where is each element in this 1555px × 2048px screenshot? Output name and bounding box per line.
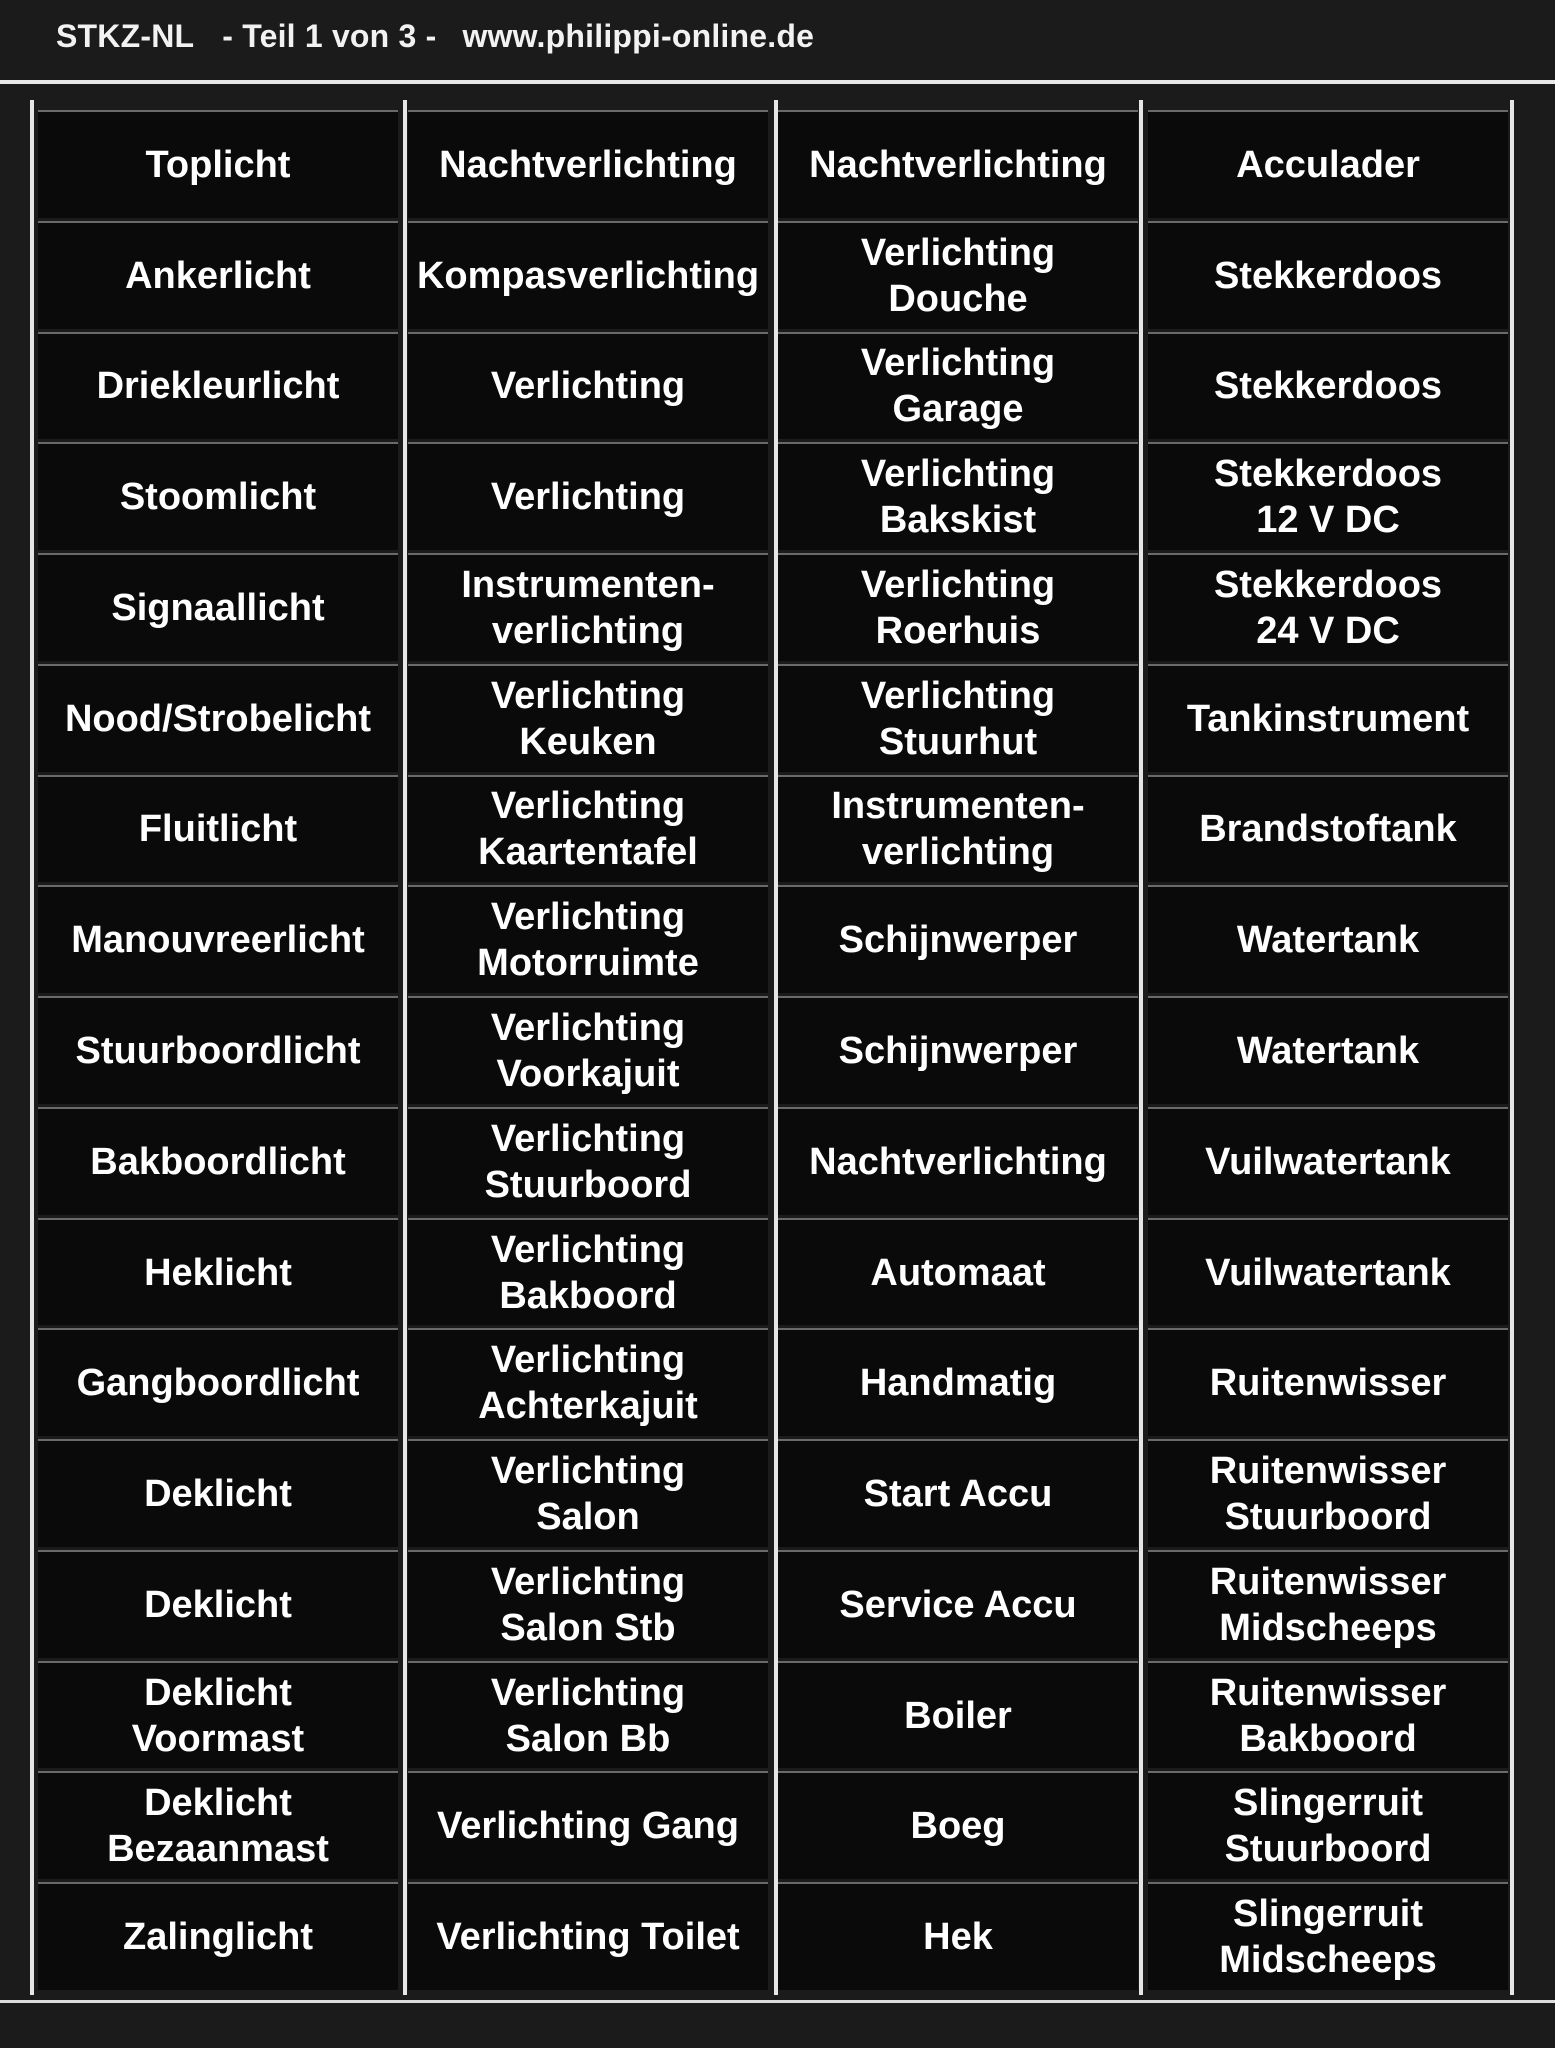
sticker-label: Stekkerdoos [1148,221,1508,329]
sticker-label: Deklicht [38,1550,398,1658]
sticker-label: Verlichting [408,442,768,550]
sticker-label: Verlichting Gang [408,1771,768,1879]
sticker-label: Ruitenwisser Midscheeps [1148,1550,1508,1658]
sticker-label: Slingerruit Midscheeps [1148,1882,1508,1990]
sticker-label: Schijnwerper [778,996,1138,1104]
sticker-label: Ankerlicht [38,221,398,329]
sticker-label: Hek [778,1882,1138,1990]
sheet-header [56,14,814,58]
column-divider [774,100,778,1995]
sticker-label: Start Accu [778,1439,1138,1547]
sticker-label: Verlichting Stuurboord [408,1107,768,1215]
column-divider [30,100,34,1995]
sticker-label: Stekkerdoos 12 V DC [1148,442,1508,550]
column-divider [1139,100,1143,1995]
sticker-label: Instrumenten- verlichting [408,553,768,661]
sticker-label: Vuilwatertank [1148,1218,1508,1326]
sticker-label: Heklicht [38,1218,398,1326]
sticker-label: Verlichting Kaartentafel [408,775,768,883]
sticker-label: Brandstoftank [1148,775,1508,883]
sticker-label: Stekkerdoos 24 V DC [1148,553,1508,661]
sticker-label: Nood/Strobelicht [38,664,398,772]
sticker-label: Boeg [778,1771,1138,1879]
product-code: STKZ-NL [56,17,195,54]
sticker-label: Verlichting Douche [778,221,1138,329]
sticker-label: Verlichting Motorruimte [408,885,768,993]
sticker-label: Bakboordlicht [38,1107,398,1215]
sticker-label: Stuurboordlicht [38,996,398,1104]
sticker-label: Verlichting Toilet [408,1882,768,1990]
sticker-label: Boiler [778,1661,1138,1769]
sticker-label: Deklicht Voormast [38,1661,398,1769]
sticker-label: Toplicht [38,110,398,218]
sticker-label: Acculader [1148,110,1508,218]
sticker-label: Schijnwerper [778,885,1138,993]
sticker-label: Stoomlicht [38,442,398,550]
sticker-label: Verlichting Roerhuis [778,553,1138,661]
sticker-label: Driekleurlicht [38,332,398,440]
label-sheet [38,110,1508,1990]
sticker-label: Handmatig [778,1328,1138,1436]
sticker-label: Verlichting Stuurhut [778,664,1138,772]
column-divider [1510,100,1514,1995]
bottom-divider [0,2000,1555,2003]
sticker-label: Vuilwatertank [1148,1107,1508,1215]
sticker-label: Slingerruit Stuurboord [1148,1771,1508,1879]
sticker-label: Automaat [778,1218,1138,1326]
sticker-label: Deklicht Bezaanmast [38,1771,398,1879]
sticker-label: Verlichting Salon Bb [408,1661,768,1769]
sticker-label: Nachtverlichting [778,1107,1138,1215]
sticker-label: Ruitenwisser Bakboord [1148,1661,1508,1769]
sticker-label: Tankinstrument [1148,664,1508,772]
sticker-label: Verlichting [408,332,768,440]
sticker-label: Verlichting Keuken [408,664,768,772]
sticker-label: Nachtverlichting [778,110,1138,218]
sticker-label: Service Accu [778,1550,1138,1658]
part-indicator: - Teil 1 von 3 - [222,17,437,54]
sticker-label: Gangboordlicht [38,1328,398,1436]
sticker-label: Stekkerdoos [1148,332,1508,440]
sticker-label: Verlichting Salon Stb [408,1550,768,1658]
sticker-label: Instrumenten- verlichting [778,775,1138,883]
sticker-label: Verlichting Bakskist [778,442,1138,550]
sticker-label: Verlichting Bakboord [408,1218,768,1326]
sticker-label: Manouvreerlicht [38,885,398,993]
sticker-label: Fluitlicht [38,775,398,883]
sticker-label: Ruitenwisser [1148,1328,1508,1436]
sticker-label: Signaallicht [38,553,398,661]
sticker-label: Nachtverlichting [408,110,768,218]
sticker-label: Kompasverlichting [408,221,768,329]
header-divider [0,80,1555,84]
sticker-label: Verlichting Achterkajuit [408,1328,768,1436]
column-divider [403,100,407,1995]
sticker-label: Zalinglicht [38,1882,398,1990]
sticker-label: Watertank [1148,996,1508,1104]
sticker-label: Verlichting Garage [778,332,1138,440]
website-url: www.philippi-online.de [462,17,815,54]
sticker-label: Watertank [1148,885,1508,993]
sticker-label: Ruitenwisser Stuurboord [1148,1439,1508,1547]
sticker-label: Verlichting Voorkajuit [408,996,768,1104]
sticker-label: Verlichting Salon [408,1439,768,1547]
sticker-label: Deklicht [38,1439,398,1547]
